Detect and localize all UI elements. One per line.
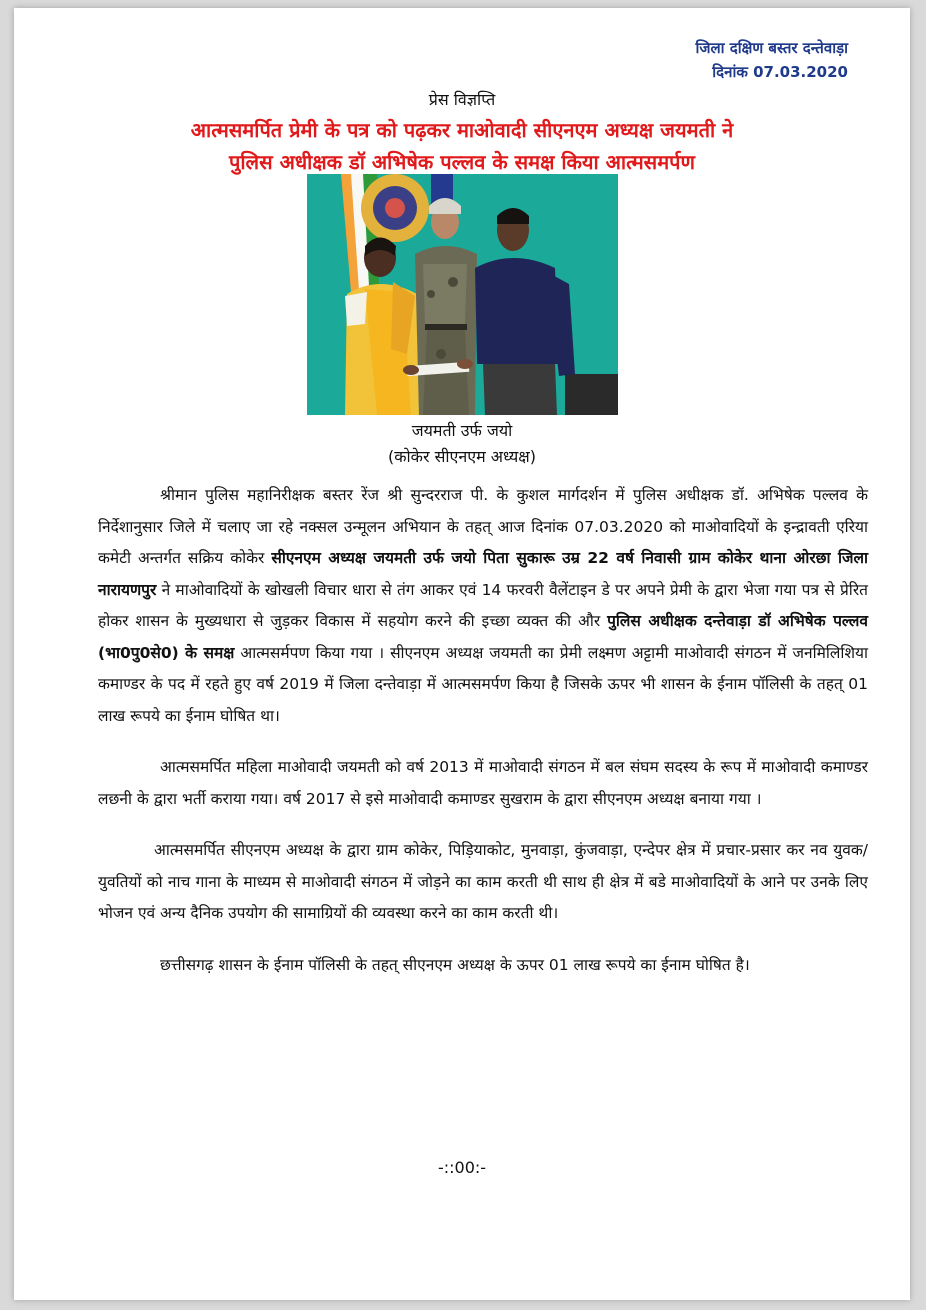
caption-name: जयमती उर्फ जयो <box>411 421 513 440</box>
press-release-title: प्रेस विज्ञप्ति <box>428 90 496 109</box>
document-header <box>695 36 848 84</box>
photo-caption <box>14 418 910 470</box>
paragraph-1-bold-a: सीएनएम अध्यक्ष जयमती उर्फ जयो पिता सुकारू उम्र 22 वर्ष निवासी ग्राम कोकेर थाना ओरछा जिला नारायणपुर <box>98 549 868 599</box>
headline-line-1: आत्मसमर्पित प्रेमी के पत्र को पढ़कर माओवादी सीएनएम अध्यक्ष जयमती ने <box>190 118 734 142</box>
press-release-page <box>14 8 910 1300</box>
caption-title: (कोकेर सीएनएम अध्यक्ष) <box>387 447 537 466</box>
paragraph-1-bold-b: पुलिस अधीक्षक दन्तेवाड़ा डॉ अभिषेक पल्लव (भा0पु0से0) के समक्ष <box>98 612 868 662</box>
release-date: दिनांक 07.03.2020 <box>712 63 848 81</box>
paragraph-2: आत्मसमर्पित महिला माओवादी जयमती को वर्ष 2013 में माओवादी संगठन में बल संघम सदस्य के रूप में माओवादी कमाण्डर लछनी के द्वारा भर्ती कराया गया। वर्ष 2017 से इसे माओवादी कमाण्डर सुखराम के द्वारा सीएनएम अध्यक्ष बनाया गया । <box>98 758 868 808</box>
paragraph-3: आत्मसमर्पित सीएनएम अध्यक्ष के द्वारा ग्राम कोकेर, पिड़ियाकोट, मुनवाड़ा, कुंजवाड़ा, एन्देपर क्षेत्र में प्रचार-प्रसार कर नव युवक/युवतियों को नाच गाना के माध्यम से माओवादी संगठन में जोड़ने का काम करती थी साथ ही क्षेत्र में बडे माओवादियों के आने पर उनके लिए भोजन एवं अन्य दैनिक उपयोग की सामाग्रियों की व्यवस्था करने का काम करती थी। <box>98 841 868 922</box>
end-mark: -::00:- <box>437 1158 487 1177</box>
district-name: जिला दक्षिण बस्तर दन्तेवाड़ा <box>695 39 848 57</box>
paragraph-1-text-a: श्रीमान पुलिस महानिरीक्षक बस्तर रेंज श्री सुन्दरराज पी. के कुशल मार्गदर्शन में पुलिस अधीक्षक डॉ. अभिषेक पल्लव के निर्देशानुसार जिले में चलाए जा रहे नक्सल उन्मूलन अभियान के तहत् आज दिनांक 07.03.2020 को माओवादियों के इन्द्रावती एरिया कमेटी अन्तर्गत सक्रिय कोकेर <box>98 486 868 567</box>
paragraph-4: छत्तीसगढ़ शासन के ईनाम पॉलिसी के तहत् सीएनएम अध्यक्ष के ऊपर 01 लाख रूपये का ईनाम घोषित है। <box>160 955 750 974</box>
paragraph-1-text-c: आत्मसर्मपण किया गया । सीएनएम अध्यक्ष जयमती का प्रेमी लक्ष्मण अट्टामी माओवादी संगठन में जनमिलिशिया कमाण्डर के पद में रहते हुए वर्ष 2019 में जिला दन्तेवाड़ा में आत्मसमर्पण किया है जिसके ऊपर भी शासन के ईनाम पॉलिसी के तहत् 01 लाख रूपये का ईनाम घोषित था। <box>98 643 868 725</box>
paragraph-1-text-b: ने माओवादियों के खोखली विचार धारा से तंग आकर एवं 14 फरवरी वैलेंटाइन डे पर अपने प्रेमी के द्वारा भेजा गया पत्र से प्रेरित होकर शासन के मुख्यधारा से जुड़कर विकास में सहयोग करने की इच्छा व्यक्त की और <box>98 580 868 630</box>
paragraph-1 <box>98 480 868 732</box>
surrender-photo <box>307 174 618 415</box>
headline-line-2: पुलिस अधीक्षक डॉ अभिषेक पल्लव के समक्ष किया आत्मसमर्पण <box>229 150 695 174</box>
headline <box>14 114 910 178</box>
release-body <box>98 480 868 981</box>
